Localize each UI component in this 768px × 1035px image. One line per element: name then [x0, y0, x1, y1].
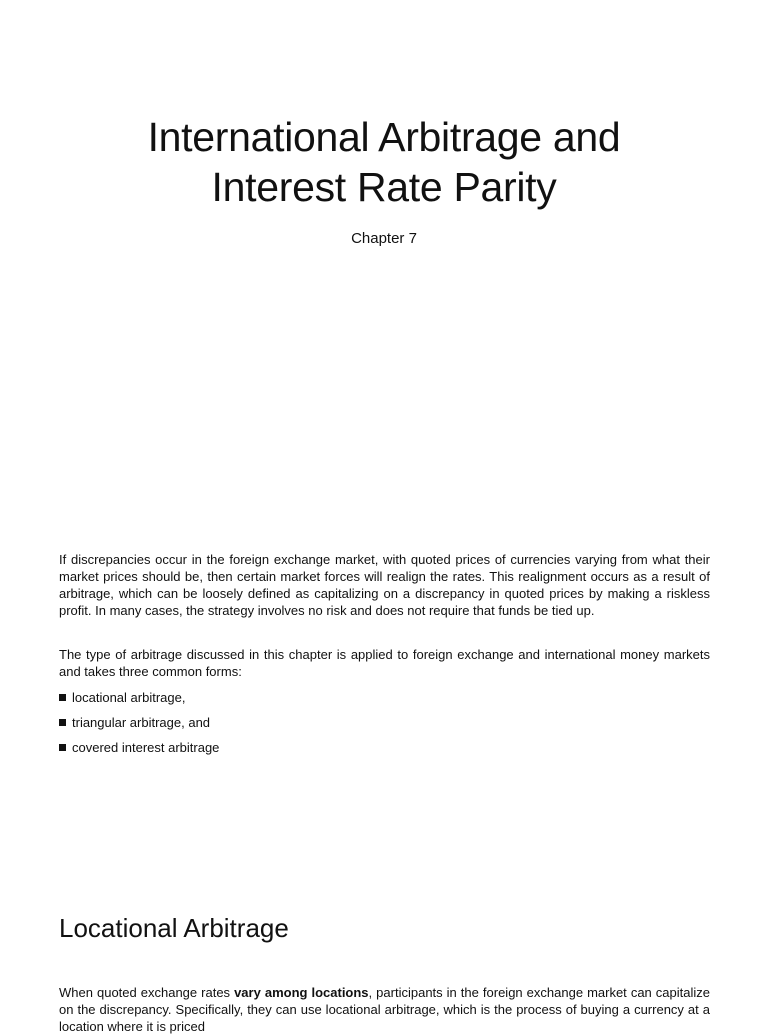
bullet-text: covered interest arbitrage — [72, 740, 220, 755]
document-title — [0, 112, 768, 212]
title-line-2: Interest Rate Parity — [211, 164, 557, 210]
bullet-item — [59, 739, 219, 756]
title-line-1: International Arbitrage and — [147, 114, 621, 160]
square-bullet-icon — [59, 694, 66, 701]
bullet-text: triangular arbitrage, and — [72, 715, 211, 730]
section-text-bold: vary among locations — [234, 985, 369, 1000]
section-heading: Locational Arbitrage — [59, 913, 289, 943]
section-text-rest: , participants in the foreign exchange market can capitalize on the discrepancy. Specifically, they can use locational arbitrage, which is the process of buying a currency at a location where it is priced — [59, 985, 710, 1034]
bullet-text: locational arbitrage, — [72, 690, 186, 705]
chapter-label: Chapter 7 — [351, 230, 417, 247]
bullet-item — [59, 714, 210, 731]
intro-paragraph-1: If discrepancies occur in the foreign exchange market, with quoted prices of currencies varying from what their market prices should be, then certain market forces will realign the rates. This realignment occurs as a result of arbitrage, which can be loosely defined as capitalizing on a discrepancy in quoted prices by making a riskless profit. In many cases, the strategy involves no risk and does not require that funds be tied up. — [59, 552, 710, 618]
bullet-item — [59, 689, 185, 706]
square-bullet-icon — [59, 744, 66, 751]
section-text-start: When quoted exchange rates — [59, 985, 235, 1000]
section-paragraph — [59, 984, 710, 1034]
square-bullet-icon — [59, 719, 66, 726]
intro-paragraph-2: The type of arbitrage discussed in this chapter is applied to foreign exchange and international money markets and takes three common forms: — [59, 647, 710, 679]
